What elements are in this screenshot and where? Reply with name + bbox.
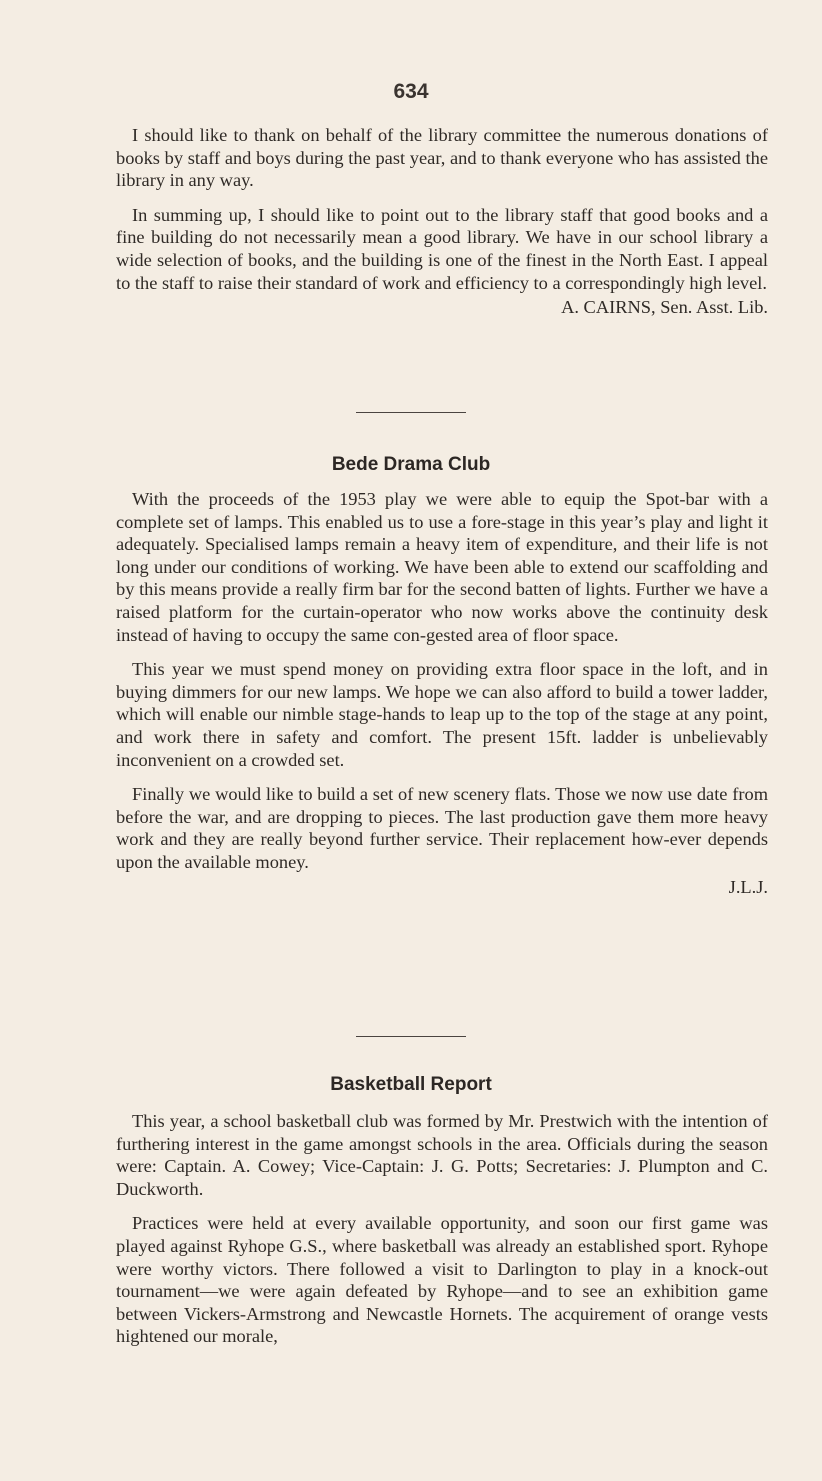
basketball-section	[116, 1110, 768, 1348]
drama-heading: Bede Drama Club	[331, 454, 491, 475]
drama-paragraph-2: This year we must spend money on providing extra floor space in the loft, and in buying dimmers for our new lamps. We hope we can also afford to build a tower ladder, which will enable our nimble stage-hands to leap up to the top of the stage at any point, and work there in safety and comfort. The present 15ft. ladder is unbelievably inconvenient on a crowded set.	[116, 659, 768, 770]
basketball-paragraph-2: Practices were held at every available opportunity, and soon our first game was played against Ryhope G.S., where basketball was already an established sport. Ryhope were worthy victors. There followed a visit to Darlington to play in a knock-out tournament—we were again defeated by Ryhope—and to see an exhibition game between Vickers-Armstrong and Newcastle Hornets. The acquirement of orange vests hightened our morale,	[116, 1213, 768, 1347]
library-section	[116, 124, 768, 319]
basketball-heading: Basketball Report	[330, 1074, 492, 1095]
library-signature: A. CAIRNS, Sen. Asst. Lib.	[561, 297, 768, 318]
drama-paragraph-1: With the proceeds of the 1953 play we were able to equip the Spot-bar with a complete set of lamps. This enabled us to use a fore-stage in this year’s play and light it adequately. Specialised lamps remain a heavy item of expenditure, and their life is not long under our conditions of working. We have been able to extend our scaffolding and by this means provide a really firm bar for the second batten of lights. Further we have a raised platform for the curtain-operator who now works above the continuity desk instead of having to occupy the same con-gested area of floor space.	[116, 489, 768, 645]
drama-section	[116, 488, 768, 898]
drama-signature: J.L.J.	[728, 876, 768, 897]
library-paragraph-1: I should like to thank on behalf of the library committee the numerous donations of books by staff and boys during the past year, and to thank everyone who has assisted the library in any way.	[116, 125, 768, 191]
library-paragraph-2: In summing up, I should like to point out to the library staff that good books and a fine building do not necessarily mean a good library. We have in our school library a wide selection of books, and the building is one of the finest in the North East. I appeal to the staff to raise their standard of work and efficiency to a correspondingly high level.	[116, 204, 768, 293]
basketball-paragraph-1: This year, a school basketball club was formed by Mr. Prestwich with the intention of furthering interest in the game amongst schools in the area. Officials during the season were: Captain. A. Cowey; Vice-Captain: J. G. Potts; Secretaries: J. Plumpton and C. Duckworth.	[116, 1111, 768, 1199]
section-divider-1	[356, 412, 466, 413]
page-number: 634	[393, 80, 429, 103]
drama-paragraph-3: Finally we would like to build a set of new scenery flats. Those we now use date from before the war, and are dropping to pieces. The last production gave them more heavy work and they are really beyond further service. Their replacement how-ever depends upon the available money.	[116, 784, 768, 872]
section-divider-2	[356, 1036, 466, 1037]
